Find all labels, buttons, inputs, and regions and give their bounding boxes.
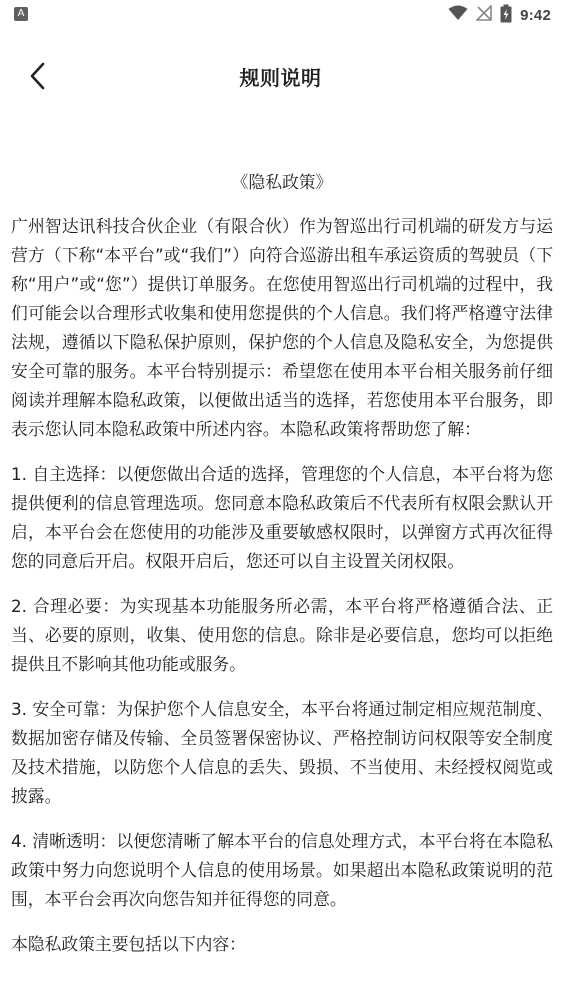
policy-paragraph: 1. 自主选择：以便您做出合适的选择，管理您的个人信息，本平台将为您提供便利的信息管理选项。您同意本隐私政策后不代表所有权限会默认开启，本平台会在您使用的功能涉及重要敏感权限时，以弹窗方式再次征得您的同意后开启。权限开启后，您还可以自主设置关闭权限。 xyxy=(11,464,553,571)
status-bar xyxy=(0,0,561,30)
notification-badge: A xyxy=(14,7,28,21)
back-button[interactable] xyxy=(18,58,58,98)
policy-paragraph: 广州智达讯科技合伙企业（有限合伙）作为智巡出行司机端的研发方与运营方（下称“本平台”或“我们”）向符合巡游出租车承运资质的驾驶员（下称“用户”或“您”）提供订单服务。在您使用智巡出行司机端的过程中，我们可能会以合理形式收集和使用您提供的个人信息。我们将严格遵守法律法规，遵循以下隐私保护原则，保护您的个人信息及隐私安全，为您提供安全可靠的服务。本平台特别提示：希望您在使用本平台相关服务前仔细阅读并理解本隐私政策，以便做出适当的选择，若您使用本平台服务，即表示您认同本隐私政策中所述内容。本隐私政策将帮助您了解： xyxy=(11,216,553,439)
policy-paragraph: 本隐私政策主要包括以下内容： xyxy=(11,934,246,954)
document-heading: 《隐私政策》 xyxy=(231,172,333,192)
chevron-left-icon xyxy=(28,61,48,95)
policy-paragraph: 2. 合理必要：为实现基本功能服务所必需，本平台将严格遵循合法、正当、必要的原则，收集、使用您的信息。除非是必要信息，您均可以拒绝提供且不影响其他功能或服务。 xyxy=(11,596,553,674)
signal-off-icon xyxy=(476,5,492,25)
status-icons xyxy=(448,4,551,26)
battery-icon xyxy=(500,4,512,27)
policy-paragraph: 4. 清晰透明：以便您清晰了解本平台的信息处理方式，本平台将在本隐私政策中努力向您说明个人信息的使用场景。如果超出本隐私政策说明的范围，本平台会再次向您告知并征得您的同意。 xyxy=(11,831,553,909)
policy-paragraph: 3. 安全可靠：为保护您个人信息安全，本平台将通过制定相应规范制度、数据加密存储及传输、全员签署保密协议、严格控制访问权限等安全制度及技术措施，以防您个人信息的丢失、毁损、不当使用、未经授权阅览或披露。 xyxy=(11,699,553,806)
app-bar xyxy=(0,48,561,108)
page-title: 规则说明 xyxy=(239,66,322,90)
wifi-icon xyxy=(448,5,468,25)
status-time: 9:42 xyxy=(520,6,551,24)
policy-content[interactable] xyxy=(11,164,553,975)
